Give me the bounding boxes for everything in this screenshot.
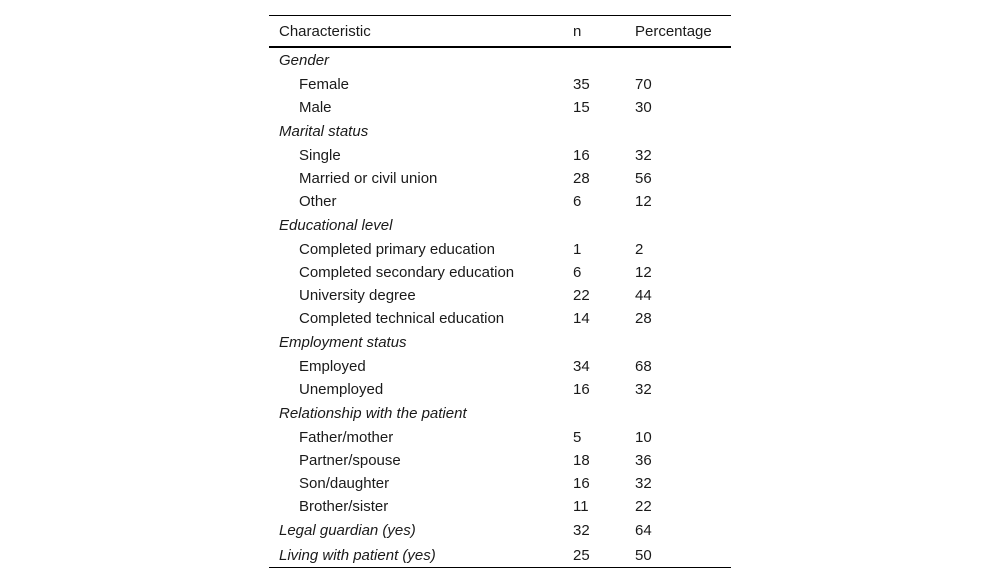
row-n-value: 16 [573,147,590,164]
row-n-value: 28 [573,170,590,187]
row-n-value: 22 [573,287,590,304]
header-row [269,16,731,48]
row-label: Legal guardian (yes) [279,522,416,539]
row-n-value: 16 [573,475,590,492]
row-percentage-value [625,213,731,238]
row-n-value: 1 [573,241,582,258]
table-row [269,238,731,261]
row-percentage-value: 32 [635,475,652,492]
row-percentage-value: 12 [635,264,652,281]
row-percentage-value: 56 [635,170,652,187]
table-row-category [269,401,731,426]
row-label: Single [299,147,341,164]
table-row [269,378,731,401]
row-percentage-value [625,47,731,73]
row-n-value: 11 [573,498,589,515]
header-percentage: Percentage [635,22,712,40]
row-percentage-value: 32 [635,381,652,398]
row-percentage-value: 10 [635,429,652,446]
row-n-value: 35 [573,76,590,93]
header-n: n [573,22,582,40]
header-characteristic: Characteristic [279,22,371,40]
table-row [269,355,731,378]
row-label: Relationship with the patient [279,405,467,422]
row-percentage-value: 64 [635,522,652,539]
row-label: Partner/spouse [299,452,401,469]
table-row-category [269,518,731,543]
row-label: Marital status [279,123,369,140]
row-n-value [563,47,625,73]
row-label: Completed primary education [299,241,495,258]
table-row-category [269,213,731,238]
table-body [269,47,731,568]
row-label: University degree [299,287,416,304]
row-label: Living with patient (yes) [279,546,436,564]
row-n-value: 6 [573,264,582,281]
table-header [269,16,731,48]
row-percentage-value [625,401,731,426]
table-row [269,261,731,284]
row-percentage-value: 70 [635,76,652,93]
row-n-value: 15 [573,99,590,116]
row-percentage-value: 36 [635,452,652,469]
table-row [269,449,731,472]
row-percentage-value: 30 [635,99,652,116]
row-n-value [563,401,625,426]
row-percentage-value: 50 [635,546,652,564]
row-percentage-value: 68 [635,358,652,375]
row-label: Gender [279,52,330,69]
row-n-value: 32 [573,522,590,539]
row-percentage-value: 32 [635,147,652,164]
table-row [269,73,731,96]
row-label: Married or civil union [299,170,438,187]
row-percentage-value: 28 [635,310,652,327]
table-row-category [269,543,731,568]
table-row-category [269,330,731,355]
row-label: Employment status [279,334,407,351]
row-label: Completed secondary education [299,264,515,281]
row-n-value [563,330,625,355]
table-row [269,144,731,167]
table-row [269,284,731,307]
row-label: Father/mother [299,429,394,446]
row-label: Completed technical education [299,310,505,327]
characteristics-table [269,15,731,568]
row-label: Son/daughter [299,475,390,492]
row-label: Brother/sister [299,498,389,515]
row-n-value [563,119,625,144]
row-n-value: 5 [573,429,582,446]
row-label: Other [299,193,337,210]
row-label: Female [299,76,350,93]
row-n-value [563,213,625,238]
row-percentage-value [625,119,731,144]
row-percentage-value [625,330,731,355]
table-row [269,96,731,119]
table-row [269,190,731,213]
row-n-value: 6 [573,193,582,210]
row-label: Unemployed [299,381,384,398]
row-n-value: 25 [573,546,590,564]
row-percentage-value: 22 [635,498,652,515]
row-n-value: 14 [573,310,590,327]
table-row [269,426,731,449]
table-row [269,472,731,495]
row-n-value: 16 [573,381,590,398]
row-label: Educational level [279,217,393,234]
row-percentage-value: 2 [635,241,644,258]
row-n-value: 34 [573,358,590,375]
characteristics-table-container [269,15,731,568]
row-percentage-value: 44 [635,287,652,304]
table-row-category [269,47,731,73]
row-label: Employed [299,358,366,375]
row-n-value: 18 [573,452,590,469]
row-label: Male [299,99,332,116]
table-row-category [269,119,731,144]
table-row [269,307,731,330]
table-row [269,495,731,518]
table-row [269,167,731,190]
row-percentage-value: 12 [635,193,652,210]
